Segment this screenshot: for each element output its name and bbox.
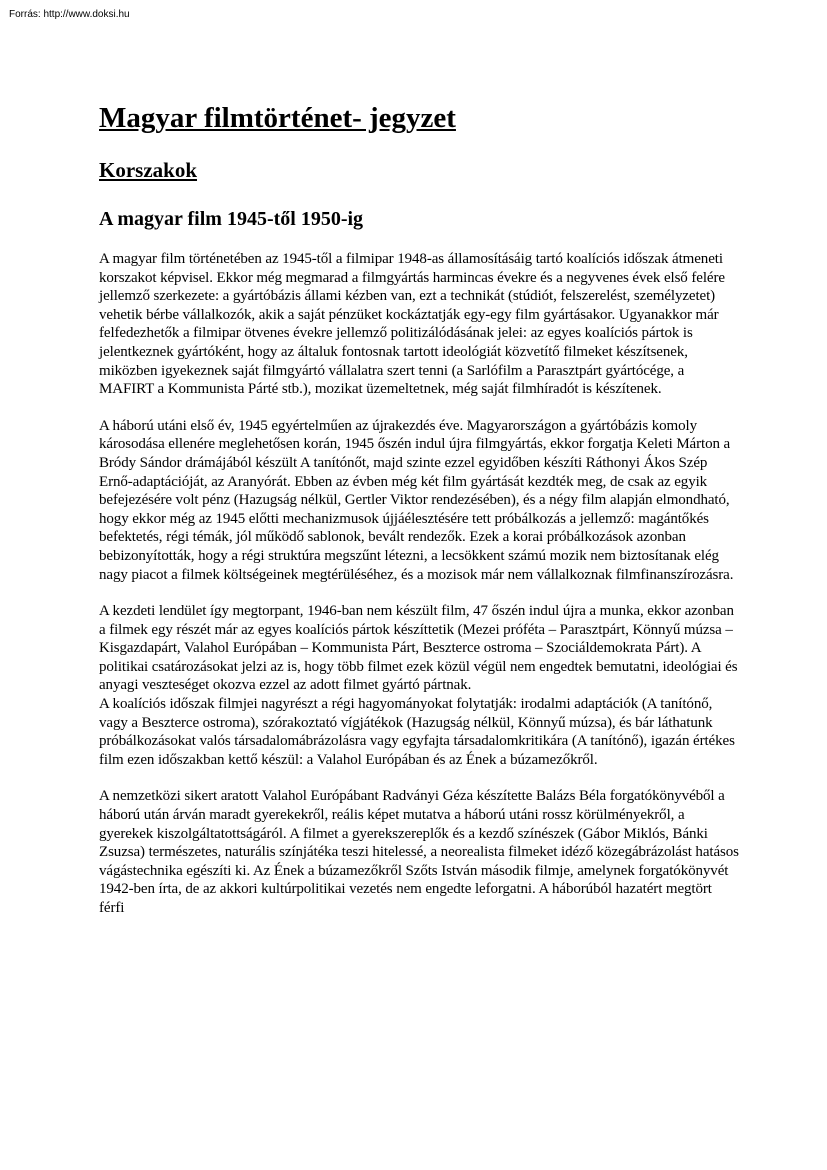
page-title: Magyar filmtörténet- jegyzet	[99, 102, 456, 134]
paragraph: A háború utáni első év, 1945 egyértelműen az újrakezdés éve. Magyarországon a gyártóbázis komoly károsodása ellenére meglehetősen korán, 1945 őszén indul újra filmgyártás, ekkor forgatja Keleti Márton a Bródy Sándor drámájából készült A tanítónőt, majd szinte ezzel egyidőben készíti Ráthonyi Ákos Szép Ernő-adaptációját, az Aranyórát. Ebben az évben még két film gyártását kezdték meg, de csak az egyik befejezésére volt pénz (Hazugság nélkül, Gertler Viktor rendezésében), és a négy film alapján elmondható, hogy ekkor még az 1945 előtti mechanizmusok újjáélesztésére tett próbálkozás a jellemző: magántőkés befektetés, régi témák, jól működő sablonok, bevált rendezők. Ezek a korai próbálkozások azonban bebizonyították, hogy a régi struktúra megszűnt létezni, a lecsökkent számú mozik nem biztosítanak elég nagy piacot a filmek költségeinek megtérüléséhez, és a mozisok már nem vállalkoznak filmfinanszírozásra.	[99, 417, 734, 583]
paragraph: A nemzetközi sikert aratott Valahol Európábant Radványi Géza készítette Balázs Béla forgatókönyvéből a háború után árván maradt gyerekekről, reális képet mutatva a háború utáni rossz körülményekről, a gyerekek kiszolgáltatottságáról. A filmet a gyerekszereplők és a kezdő színészek (Gábor Miklós, Bánki Zsuzsa) természetes, naturális színjátéka teszi hitelessé, a neorealista filmeket idéző közegábrázolást hatásos vágástechnika egészíti ki. Az Ének a búzamezőkről Szőts István második filmje, amelynek forgatókönyvét 1942-ben írta, de az akkori kultúrpolitikai vezetés nem engedte leforgatni. A háborúból hazatért megtört férfi	[99, 788, 739, 916]
source-url: Forrás: http://www.doksi.hu	[9, 9, 130, 20]
subsection-heading: A magyar film 1945-től 1950-ig	[99, 208, 364, 230]
document-body	[99, 100, 739, 918]
section-heading: Korszakok	[99, 158, 198, 182]
paragraph: A kezdeti lendület így megtorpant, 1946-ban nem készült film, 47 őszén indul újra a munka, ekkor azonban a filmek egy részét már az egyes koalíciós pártok készíttetik (Mezei próféta – Parasztpárt, Könnyű múzsa – Kisgazdapárt, Valahol Európában – Kommunista Párt, Beszterce ostroma – Szociáldemokrata Párt). A politikai csatározásokat jelzi az is, hogy több filmet ezek közül végül nem engedtek bemutatni, ideológiai és anyagi veszteséget okozva ezzel az adott filmet gyártó pártnak.	[99, 603, 738, 694]
paragraph: A koalíciós időszak filmjei nagyrészt a régi hagyományokat folytatják: irodalmi adaptációk (A tanítónő, vagy a Beszterce ostroma), szórakoztató vígjátékok (Hazugság nélkül, Könnyű múzsa), és bár láthatunk próbálkozásokat valós társadalomábrázolásra vagy egyfajta társadalomkritikára (A tanítónő), igazán értékes film ezen időszakban kettő készül: a Valahol Európában és az Ének a búzamezőkről.	[99, 696, 735, 768]
paragraph: A magyar film történetében az 1945-től a filmipar 1948-as államosításáig tartó koalíciós időszak átmeneti korszakot képvisel. Ekkor még megmarad a filmgyártás harmincas évekre és a negyvenes évek első felére jellemző szerkezete: a gyártóbázis állami kézben van, ezt a technikát (stúdiót, felszerelést, személyzetet) vehetik bérbe vállalkozók, akik a saját pénzüket kockáztatják egy-egy film gyártásakor. Ugyanakkor már felfedezhetők a filmipar ötvenes évekre jellemző politizálódásának jelei: az egyes koalíciós pártok is jelentkeznek gyártóként, hogy az általuk fontosnak tartott ideológiát közvetítő filmeket készítsenek, miközben igyekeznek saját filmgyártó vállalatra szert tenni (a Sarlófilm a Parasztpárt gyártócége, a MAFIRT a Kommunista Párté stb.), mozikat üzemeltetnek, még saját filmhíradót is készítenek.	[99, 251, 725, 398]
